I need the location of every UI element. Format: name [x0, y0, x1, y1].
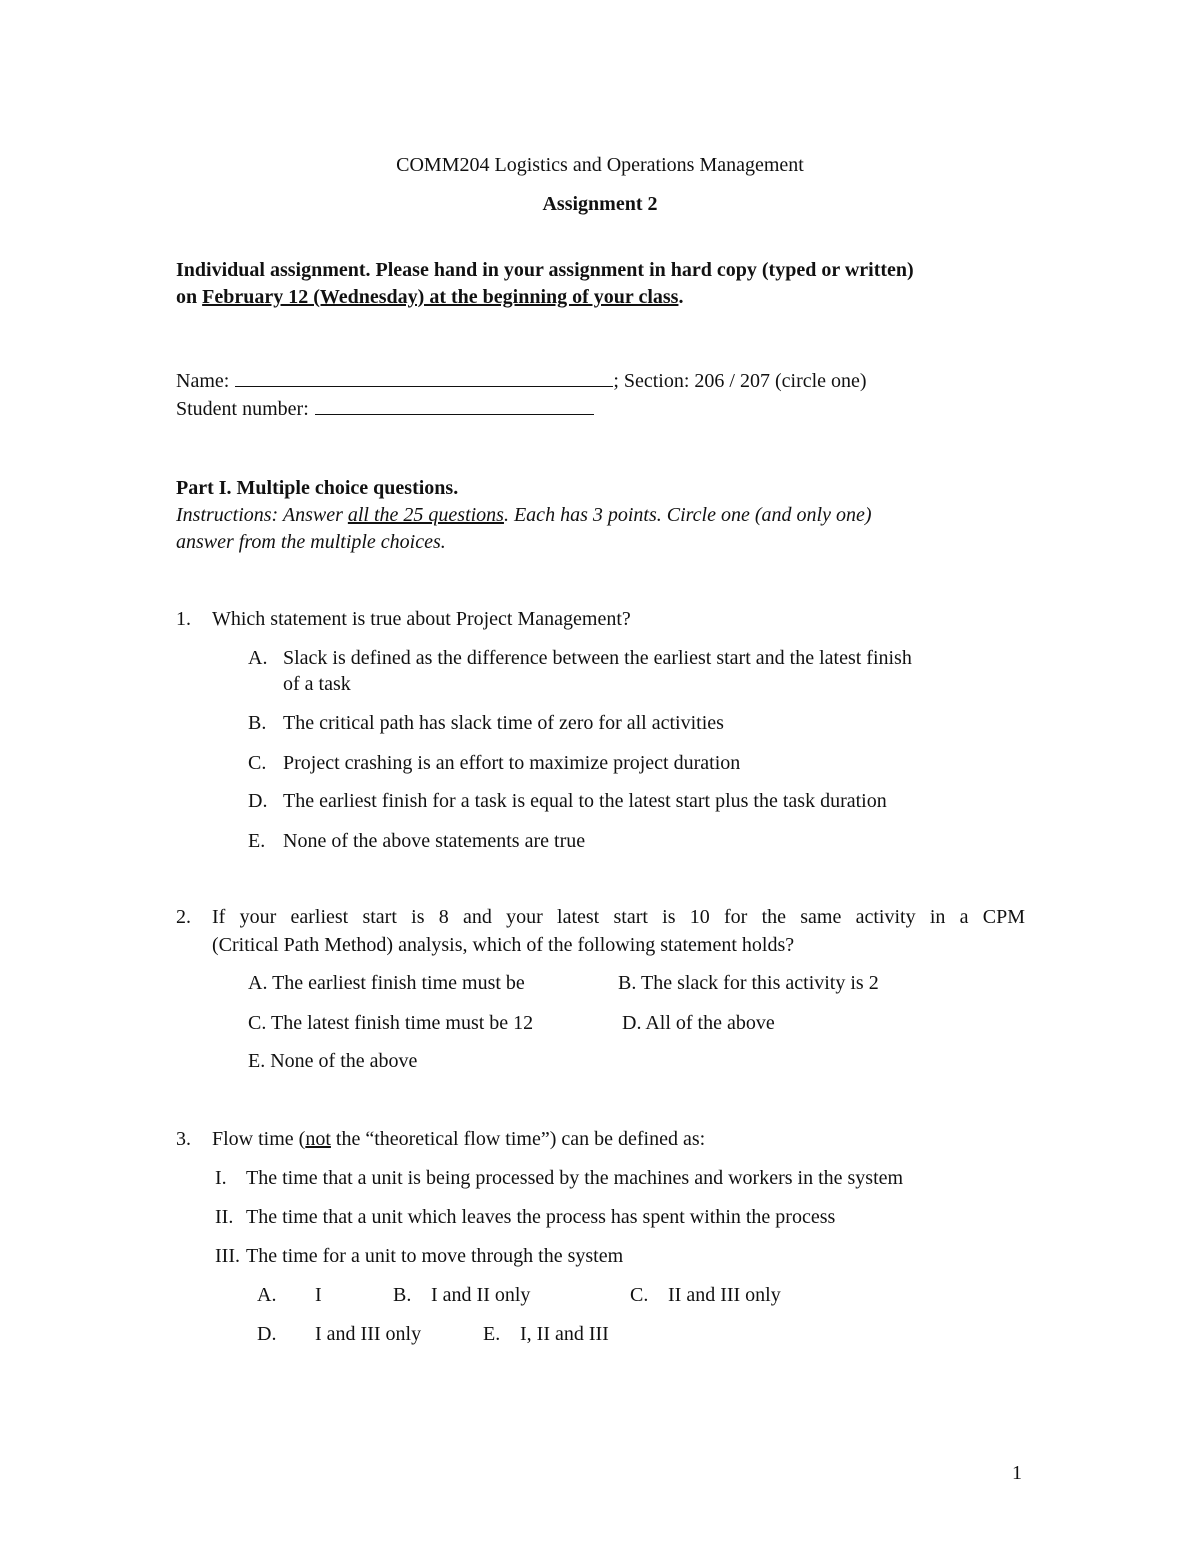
q3-option-a-text: I: [315, 1284, 322, 1306]
question-2-text-line-2: (Critical Path Method) analysis, which of the following statement holds?: [212, 934, 795, 956]
q3-text-suffix: the “theoretical flow time”) can be defined as:: [330, 1128, 706, 1150]
q3-option-e-letter[interactable]: E.: [483, 1323, 501, 1345]
q1-option-c-letter[interactable]: C.: [248, 752, 267, 774]
name-label: Name:: [176, 370, 230, 392]
q3-option-b-letter[interactable]: B.: [393, 1284, 412, 1306]
q3-statement-2-numeral: II.: [215, 1206, 234, 1228]
notice-suffix: .: [678, 286, 684, 308]
q3-option-e-text: I, II and III: [520, 1323, 609, 1345]
q3-statement-1-text: The time that a unit is being processed by the machines and workers in the system: [246, 1167, 904, 1189]
q3-statement-2-text: The time that a unit which leaves the process has spent within the process: [246, 1206, 836, 1228]
q1-option-a-text: Slack is defined as the difference between the earliest start and the latest finish: [283, 647, 912, 669]
page-number: 1: [1012, 1462, 1022, 1484]
notice-line-2: [176, 286, 683, 309]
q3-option-a-letter[interactable]: A.: [257, 1284, 277, 1306]
instr-underlined: all the 25 questions: [347, 504, 504, 526]
question-1-number: 1.: [176, 608, 191, 630]
q1-option-a-letter[interactable]: A.: [248, 647, 268, 669]
q1-option-b-text: The critical path has slack time of zero for all activities: [283, 712, 724, 734]
notice-prefix: on: [176, 286, 203, 308]
section-text: ; Section: 206 / 207 (circle one): [613, 370, 867, 392]
q3-option-c-text: II and III only: [668, 1284, 781, 1306]
q1-option-d-text: The earliest finish for a task is equal to the latest start plus the task duration: [283, 790, 887, 812]
q3-statement-3-text: The time for a unit to move through the system: [246, 1245, 624, 1267]
part1-instructions-line-1: [176, 504, 872, 527]
name-blank-line[interactable]: [235, 368, 613, 387]
q1-option-e-letter[interactable]: E.: [248, 830, 266, 852]
part1-heading: Part I. Multiple choice questions.: [176, 477, 459, 499]
q1-option-c-text: Project crashing is an effort to maximize project duration: [283, 752, 741, 774]
q3-statement-1-numeral: I.: [215, 1167, 227, 1189]
part1-instructions-line-2: answer from the multiple choices.: [176, 531, 446, 553]
student-number-blank-line[interactable]: [315, 396, 594, 415]
q1-option-b-letter[interactable]: B.: [248, 712, 267, 734]
assignment-title: Assignment 2: [542, 193, 658, 215]
q2-option-d[interactable]: D. All of the above: [622, 1012, 775, 1034]
q1-option-d-letter[interactable]: D.: [248, 790, 268, 812]
student-number-row: [176, 396, 594, 421]
q1-option-e-text: None of the above statements are true: [283, 830, 586, 852]
student-number-label: Student number:: [176, 398, 309, 420]
question-2-text-line-1: If your earliest start is 8 and your latest start is 10 for the same activity in a CPM: [212, 906, 1025, 928]
q1-option-a-text-cont: of a task: [283, 673, 351, 695]
q2-option-c[interactable]: C. The latest finish time must be 12: [248, 1012, 534, 1034]
q3-text-underlined: not: [305, 1128, 331, 1150]
instr-prefix: Instructions: Answer: [176, 504, 348, 526]
q3-statement-3-numeral: III.: [215, 1245, 240, 1267]
notice-due-date: February 12 (Wednesday) at the beginning of your class: [202, 286, 679, 308]
question-3-number: 3.: [176, 1128, 191, 1150]
q3-option-c-letter[interactable]: C.: [630, 1284, 649, 1306]
question-2-number: 2.: [176, 906, 191, 928]
notice-line-1: Individual assignment. Please hand in your assignment in hard copy (typed or written): [176, 259, 914, 281]
question-3-text: [212, 1128, 705, 1151]
question-1-text: Which statement is true about Project Management?: [212, 608, 631, 630]
q2-option-b[interactable]: B. The slack for this activity is 2: [618, 972, 879, 994]
name-row: [176, 368, 867, 393]
course-title: COMM204 Logistics and Operations Management: [396, 154, 804, 176]
instr-suffix: . Each has 3 points. Circle one (and only one): [503, 504, 872, 526]
q3-option-b-text: I and II only: [431, 1284, 531, 1306]
q3-text-prefix: Flow time (: [212, 1128, 306, 1150]
q2-option-a[interactable]: A. The earliest finish time must be: [248, 972, 525, 994]
q3-option-d-letter[interactable]: D.: [257, 1323, 277, 1345]
q3-option-d-text: I and III only: [315, 1323, 422, 1345]
q2-option-e[interactable]: E. None of the above: [248, 1050, 418, 1072]
